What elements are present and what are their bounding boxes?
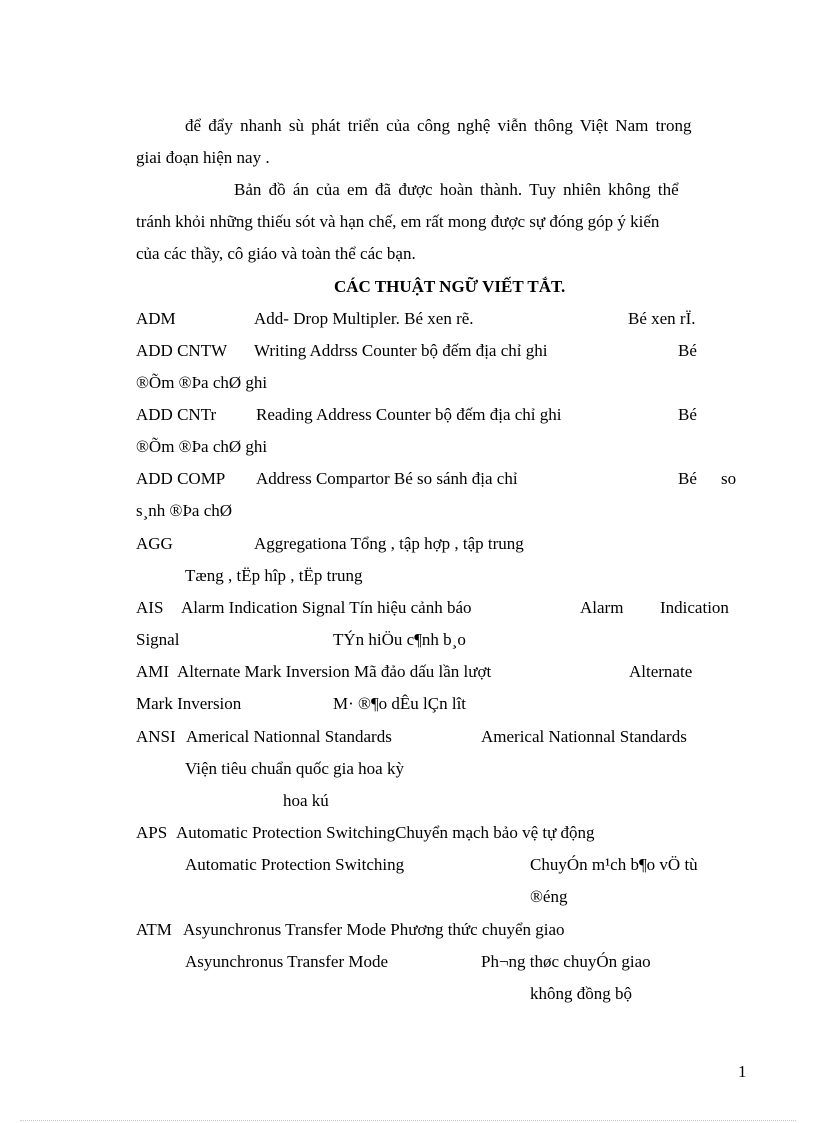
page-bottom-divider	[20, 1120, 796, 1121]
term-en-ami-2: Mark Inversion	[136, 694, 242, 713]
term-desc-add-cntw: Writing Addrss Counter bộ đếm địa chỉ ghi	[254, 341, 548, 360]
term-abbr-add-comp: ADD COMP	[136, 469, 226, 488]
page-number: 1	[738, 1062, 747, 1081]
term-vi-ansi: Viện tiêu chuẩn quốc gia hoa kỳ	[185, 759, 404, 778]
term-legacy-add-cntw-2: ®Õm ®Þa chØ ghi	[136, 373, 268, 392]
intro-line-3: Bản đồ án của em đã được hoàn thành. Tuy nhiên không thể	[234, 180, 679, 199]
term-en-ansi: Americal Nationnal Standards	[481, 727, 687, 746]
term-abbr-atm: ATM	[136, 920, 172, 939]
term-legacy-agg: Tæng , tËp hîp , tËp trung	[185, 566, 363, 585]
term-desc-ais: Alarm Indication Signal Tín hiệu cảnh báo	[181, 598, 472, 617]
term-legacy-add-comp-1b: so	[721, 469, 737, 488]
intro-line-2: giai đoạn hiện nay .	[136, 148, 270, 167]
term-vi-atm: không đồng bộ	[530, 984, 632, 1003]
term-abbr-ansi: ANSI	[136, 727, 176, 746]
section-title: CÁC THUẬT NGỮ VIẾT TẮT.	[334, 277, 566, 296]
term-legacy-add-cntr-1: Bé	[678, 405, 697, 424]
term-legacy-adm: Bé xen rÏ.	[628, 309, 696, 328]
term-legacy-ansi: hoa kú	[283, 791, 329, 810]
term-desc-aps: Automatic Protection SwitchingChuyển mạch bảo vệ tự động	[176, 823, 595, 842]
intro-line-4: tránh khỏi những thiếu sót và hạn chế, em rất mong được sự đóng góp ý kiến	[136, 212, 660, 231]
term-desc-agg: Aggregationa Tổng , tập hợp , tập trung	[254, 534, 524, 553]
term-abbr-agg: AGG	[136, 534, 173, 553]
term-abbr-ais: AIS	[136, 598, 164, 617]
term-abbr-adm: ADM	[136, 309, 176, 328]
term-en-ami-1: Alternate	[629, 662, 693, 681]
term-legacy-atm: Ph¬ng thøc chuyÓn giao	[481, 952, 651, 971]
term-abbr-add-cntw: ADD CNTW	[136, 341, 228, 360]
term-legacy-add-comp-2: s¸nh ®Þa chØ	[136, 501, 233, 520]
term-abbr-add-cntr: ADD CNTr	[136, 405, 217, 424]
term-desc-add-comp: Address Compartor Bé so sánh địa chỉ	[256, 469, 518, 488]
intro-line-1: để đẩy nhanh sù phát triển của công nghệ viễn thông Việt Nam trong	[185, 116, 692, 135]
term-legacy-ais: TÝn hiÖu c¶nh b¸o	[333, 630, 466, 649]
term-legacy-add-comp-1a: Bé	[678, 469, 697, 488]
term-en-ais-1: Alarm	[580, 598, 624, 617]
term-desc-add-cntr: Reading Address Counter bộ đếm địa chỉ ghi	[256, 405, 562, 424]
term-desc-atm: Asyunchronus Transfer Mode Phương thức chuyển giao	[183, 920, 565, 939]
term-en-atm: Asyunchronus Transfer Mode	[185, 952, 389, 971]
term-legacy-aps-1: ChuyÓn m¹ch b¶o vÖ tù	[530, 855, 698, 874]
term-desc-ansi: Americal Nationnal Standards	[186, 727, 392, 746]
intro-line-5: của các thầy, cô giáo và toàn thể các bạn.	[136, 244, 416, 263]
term-abbr-ami: AMI	[136, 662, 170, 681]
term-legacy-aps-2: ®éng	[530, 887, 568, 906]
term-en-ais-2: Indication	[660, 598, 729, 617]
term-en-aps: Automatic Protection Switching	[185, 855, 405, 874]
term-en-ais-3: Signal	[136, 630, 180, 649]
term-legacy-add-cntw-1: Bé	[678, 341, 697, 360]
term-abbr-aps: APS	[136, 823, 168, 842]
term-desc-adm: Add- Drop Multipler. Bé xen rẽ.	[254, 309, 474, 328]
term-legacy-ami: M· ®¶o dÊu lÇn lît	[333, 694, 467, 713]
term-legacy-add-cntr-2: ®Õm ®Þa chØ ghi	[136, 437, 268, 456]
term-desc-ami: Alternate Mark Inversion Mã đảo dấu lần lượt	[177, 662, 492, 681]
